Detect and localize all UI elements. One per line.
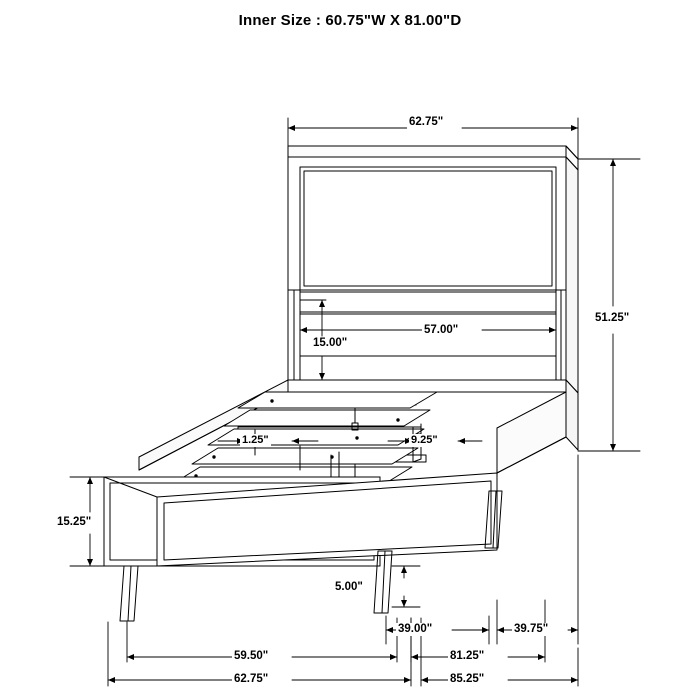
dimension-label-footboard-height: 15.25" xyxy=(57,516,92,528)
dimension-label-headboard-leg-height: 15.00" xyxy=(313,337,348,349)
dimension-label-slat-thickness: 1.25" xyxy=(242,434,269,446)
headboard-panel xyxy=(288,157,578,393)
dimension-label-headboard-width: 62.75" xyxy=(409,116,444,128)
dimension-label-slat-gap: 9.25" xyxy=(411,434,438,446)
dimension-label-clearance-height: 5.00" xyxy=(335,581,363,593)
right-side-rail xyxy=(566,380,578,450)
dimension-label-outer-width: 62.75" xyxy=(234,673,269,685)
dimension-label-outer-depth: 39.75" xyxy=(514,623,549,635)
dimension-label-overall-length: 85.25" xyxy=(450,673,485,685)
page-title: Inner Size : 60.75"W X 81.00"D xyxy=(238,12,462,29)
right-rail-run xyxy=(497,392,566,473)
dimension-label-inner-width: 59.50" xyxy=(234,650,269,662)
dimension-label-headboard-panel-width: 57.00" xyxy=(424,324,459,336)
rear-rail xyxy=(288,380,566,392)
dimension-label-headboard-height: 51.25" xyxy=(595,312,630,324)
dimension-label-side-rail-length: 81.25" xyxy=(450,650,485,662)
footboard-left-leg xyxy=(120,566,138,621)
dimension-label-inner-depth: 39.00" xyxy=(398,623,433,635)
